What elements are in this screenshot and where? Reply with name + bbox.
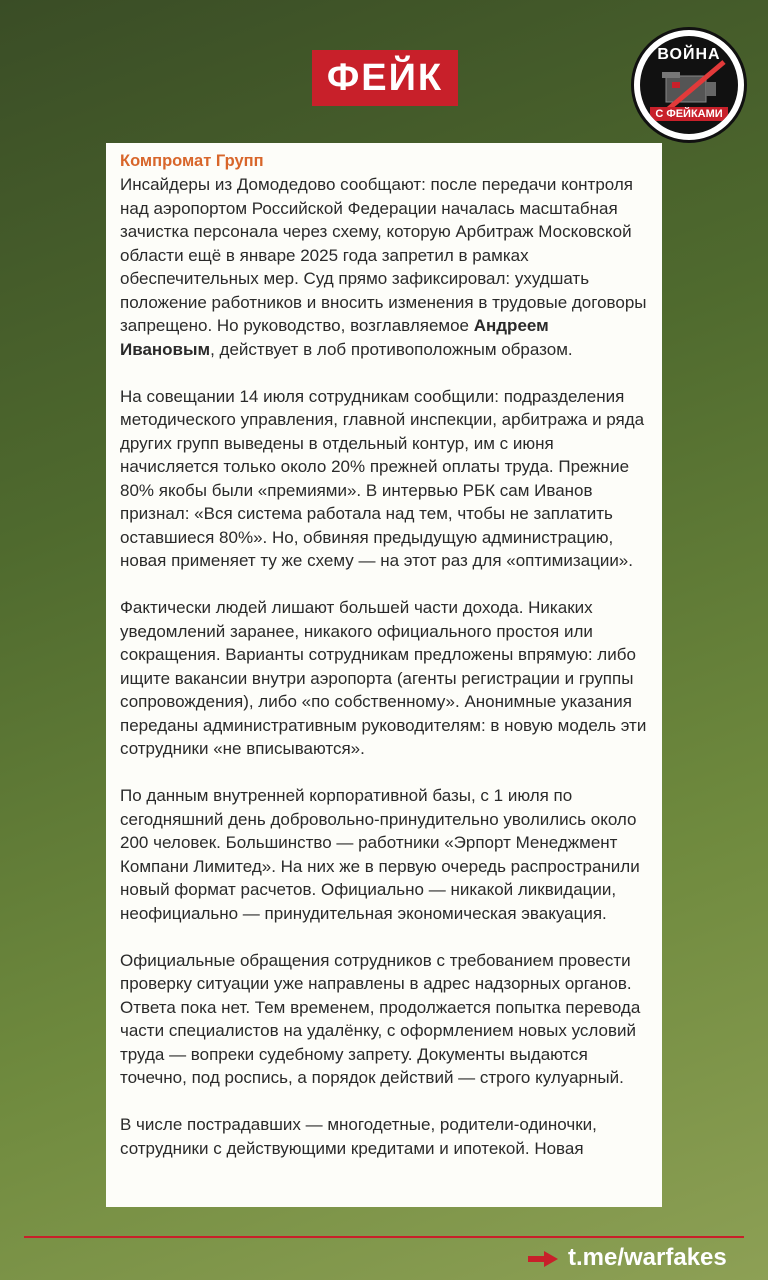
- logo-bottom-text: С ФЕЙКАМИ: [650, 107, 728, 121]
- post-paragraph: Инсайдеры из Домодедово сообщают: после передачи контроля над аэропортом Российской Федерации началась масштабная зачистка персонала через схему, которую Арбитраж Московской области ещё в январе 2025 года запретил в рамках обеспечительных мер. Суд прямо зафиксировал: ухудшать положение работников и вносить изменения в трудовые договоры запрещено. Но руководство, возглавляемое Андреем Ивановым, действует в лоб противоположным образом.: [120, 175, 647, 359]
- footer-telegram-link[interactable]: t.me/warfakes: [568, 1244, 727, 1271]
- post-paragraph: В числе пострадавших — многодетные, родители-одиночки, сотрудники с действующими кредитами и ипотекой. Новая: [120, 1115, 597, 1158]
- fake-badge: ФЕЙК: [312, 50, 458, 106]
- post-paragraph: По данным внутренней корпоративной базы, с 1 июля по сегодняшний день добровольно-принудительно уволились около 200 человек. Большинство — работники «Эрпорт Менеджмент Компани Лимитед». На них же в первую очередь распространили новый формат расчетов. Официально — никакой ликвидации, неофициально — принудительная экономическая эвакуация.: [120, 786, 640, 923]
- post-source: Компромат Групп: [120, 152, 264, 170]
- post-paragraph: Фактически людей лишают большей части дохода. Никаких уведомлений заранее, никакого официального простоя или сокращения. Варианты сотрудникам предложены впрямую: либо ищите вакансии внутри аэропорта (агенты регистрации и группы сопровождения), либо «по собственному». Анонимные указания переданы административным руководителям: в новую модель эти сотрудники «не вписываются».: [120, 598, 647, 758]
- post-card: [106, 143, 662, 1207]
- post-paragraph: Официальные обращения сотрудников с требованием провести проверку ситуации уже направлены в адрес надзорных органов. Ответа пока нет. Тем временем, продолжается попытка перевода части специалистов на удалёнку, с оформлением новых условий труда — вопреки судебному запрету. Документы выдаются точечно, под роспись, а порядок действий — строго кулуарный.: [120, 950, 641, 1087]
- logo-top-text: ВОЙНА: [657, 46, 721, 63]
- footer-divider: [24, 1236, 744, 1238]
- war-on-fakes-logo: [631, 27, 747, 143]
- post-paragraph: На совещании 14 июля сотрудникам сообщили: подразделения методического управления, главной инспекции, арбитража и ряда других групп выведены в отдельный контур, им с июня начисляется только около 20% прежней оплаты труда. Прежние 80% якобы были «премиями». В интервью РБК сам Иванов признал: «Вся система работала над тем, чтобы не заплатить оставшиеся 80%». Но, обвиняя предыдущую администрацию, новая применяет ту же схему — на этот раз для «оптимизации».: [120, 386, 645, 570]
- arrow-right-icon: [528, 1251, 558, 1267]
